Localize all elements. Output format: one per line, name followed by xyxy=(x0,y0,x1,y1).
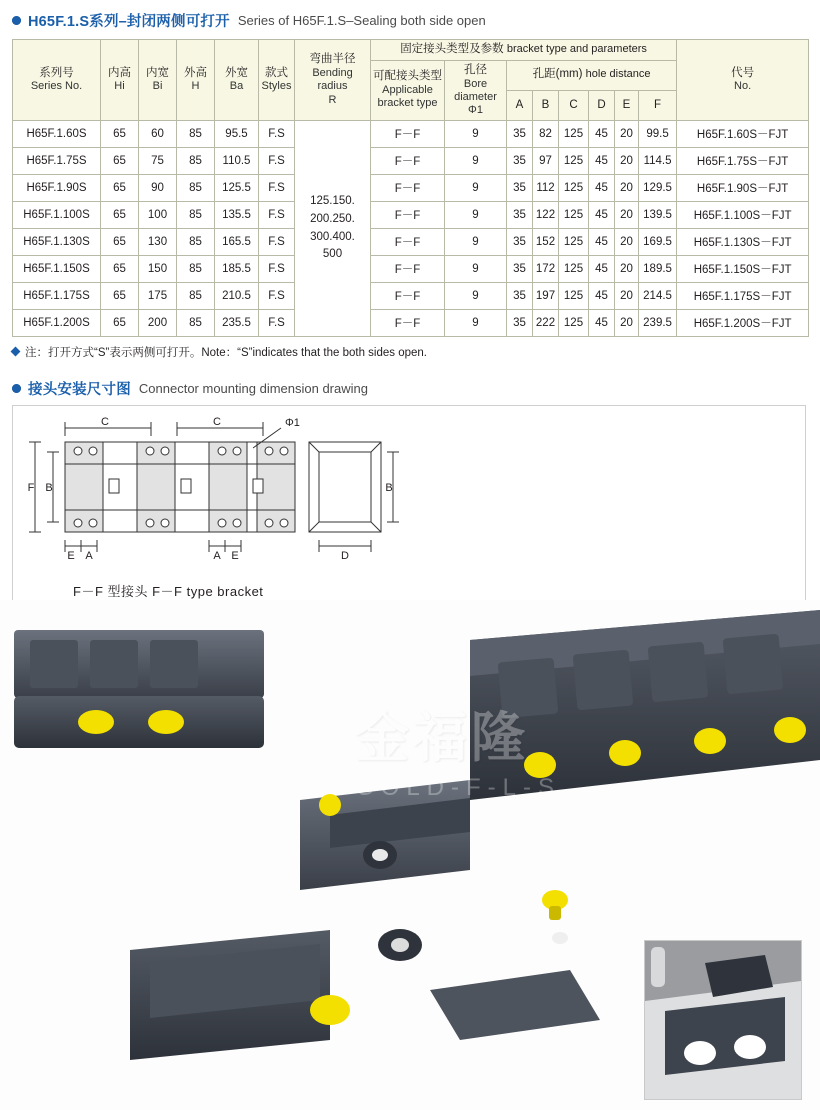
cell-d: 45 xyxy=(589,148,615,175)
cell-hi: 65 xyxy=(101,121,139,148)
cell-hi: 65 xyxy=(101,175,139,202)
cell-h: 85 xyxy=(177,175,215,202)
cell-ba: 95.5 xyxy=(215,121,259,148)
page-title-en: Series of H65F.1.S–Sealing both side open xyxy=(237,13,486,28)
dim-label-e2: E xyxy=(231,550,239,563)
cell-c: 125 xyxy=(559,175,589,202)
cell-d: 45 xyxy=(589,256,615,283)
dim-label-a2: A xyxy=(213,550,221,563)
table-row xyxy=(13,229,809,256)
cell-a: 35 xyxy=(507,202,533,229)
drawing-title-en: Connector mounting dimension drawing xyxy=(138,381,368,397)
cell-bi: 75 xyxy=(139,148,177,175)
cell-bi: 90 xyxy=(139,175,177,202)
cell-f: 189.5 xyxy=(639,256,677,283)
cell-ba: 135.5 xyxy=(215,202,259,229)
drawing-title-cn: 接头安装尺寸图 xyxy=(28,382,131,399)
table-row xyxy=(13,310,809,337)
cell-a: 35 xyxy=(507,283,533,310)
cell-bi: 150 xyxy=(139,256,177,283)
table-row xyxy=(13,175,809,202)
cell-series: H65F.1.100S xyxy=(13,202,101,229)
cell-d: 45 xyxy=(589,310,615,337)
cell-b: 152 xyxy=(533,229,559,256)
dim-label-d: D xyxy=(341,550,349,563)
cell-b: 197 xyxy=(533,283,559,310)
dim-label-c1: C xyxy=(101,416,109,429)
cell-bore: 9 xyxy=(445,310,507,337)
dim-label-e1: E xyxy=(67,550,75,563)
table-row xyxy=(13,202,809,229)
cell-e: 20 xyxy=(615,283,639,310)
cell-code: H65F.1.130S－FJT xyxy=(677,229,809,256)
cell-e: 20 xyxy=(615,148,639,175)
cell-bracket: F－F xyxy=(371,310,445,337)
cell-h: 85 xyxy=(177,121,215,148)
cell-d: 45 xyxy=(589,121,615,148)
cell-bore: 9 xyxy=(445,148,507,175)
cell-f: 139.5 xyxy=(639,202,677,229)
product-photo-area xyxy=(0,600,820,1110)
cell-code: H65F.1.75S－FJT xyxy=(677,148,809,175)
cell-bi: 60 xyxy=(139,121,177,148)
cell-ba: 165.5 xyxy=(215,229,259,256)
cell-b: 82 xyxy=(533,121,559,148)
cell-h: 85 xyxy=(177,202,215,229)
cell-series: H65F.1.175S xyxy=(13,283,101,310)
cell-d: 45 xyxy=(589,175,615,202)
cell-ba: 125.5 xyxy=(215,175,259,202)
cell-bi: 100 xyxy=(139,202,177,229)
cell-bore: 9 xyxy=(445,175,507,202)
cell-series: H65F.1.60S xyxy=(13,121,101,148)
cell-f: 239.5 xyxy=(639,310,677,337)
dimension-drawing xyxy=(12,405,806,612)
cell-ba: 185.5 xyxy=(215,256,259,283)
cell-h: 85 xyxy=(177,256,215,283)
cell-bore: 9 xyxy=(445,121,507,148)
dim-label-b2: B xyxy=(385,482,393,495)
cell-e: 20 xyxy=(615,310,639,337)
cell-a: 35 xyxy=(507,175,533,202)
drawing-section xyxy=(0,374,820,612)
specification-table xyxy=(12,39,809,337)
cell-code: H65F.1.200S－FJT xyxy=(677,310,809,337)
cell-bracket: F－F xyxy=(371,202,445,229)
cell-c: 125 xyxy=(559,310,589,337)
cell-c: 125 xyxy=(559,202,589,229)
cell-bracket: F－F xyxy=(371,283,445,310)
dim-label-f: F xyxy=(27,482,35,495)
th-d: D xyxy=(589,90,615,120)
cell-c: 125 xyxy=(559,283,589,310)
th-bi: 内宽 Bi xyxy=(139,40,177,121)
table-header-row-1 xyxy=(13,40,809,61)
th-e: E xyxy=(615,90,639,120)
th-h: 外高 H xyxy=(177,40,215,121)
cell-e: 20 xyxy=(615,175,639,202)
cell-hi: 65 xyxy=(101,283,139,310)
cell-series: H65F.1.75S xyxy=(13,148,101,175)
th-series: 系列号 Series No. xyxy=(13,40,101,121)
cell-ba: 210.5 xyxy=(215,283,259,310)
note-text: 注：打开方式“S”表示两侧可打开。Note：“S”indicates that the both sides open. xyxy=(25,347,427,360)
cell-d: 45 xyxy=(589,283,615,310)
cell-d: 45 xyxy=(589,229,615,256)
cell-c: 125 xyxy=(559,148,589,175)
th-bending-radius: 弯曲半径 Bending radius R xyxy=(295,40,371,121)
cell-styles: F.S xyxy=(259,202,295,229)
cell-e: 20 xyxy=(615,202,639,229)
watermark-cn: 金福隆 xyxy=(355,706,529,769)
th-code: 代号 No. xyxy=(677,40,809,121)
th-ba: 外宽 Ba xyxy=(215,40,259,121)
cell-c: 125 xyxy=(559,121,589,148)
note-bullet-icon xyxy=(11,347,21,357)
dim-label-a1: A xyxy=(85,550,93,563)
cell-e: 20 xyxy=(615,121,639,148)
cell-code: H65F.1.175S－FJT xyxy=(677,283,809,310)
bullet-icon-2 xyxy=(12,384,21,393)
cell-code: H65F.1.150S－FJT xyxy=(677,256,809,283)
watermark-en: GOLD-F-L-S xyxy=(355,774,562,801)
cell-bore: 9 xyxy=(445,229,507,256)
cell-bracket: F－F xyxy=(371,148,445,175)
cell-series: H65F.1.150S xyxy=(13,256,101,283)
cell-e: 20 xyxy=(615,229,639,256)
cell-a: 35 xyxy=(507,256,533,283)
cell-f: 169.5 xyxy=(639,229,677,256)
cell-hi: 65 xyxy=(101,256,139,283)
cell-bore: 9 xyxy=(445,202,507,229)
th-a: A xyxy=(507,90,533,120)
cell-series: H65F.1.200S xyxy=(13,310,101,337)
cell-bore: 9 xyxy=(445,283,507,310)
cell-a: 35 xyxy=(507,229,533,256)
cell-f: 114.5 xyxy=(639,148,677,175)
th-b: B xyxy=(533,90,559,120)
cell-styles: F.S xyxy=(259,121,295,148)
cell-b: 97 xyxy=(533,148,559,175)
cell-styles: F.S xyxy=(259,310,295,337)
cell-code: H65F.1.90S－FJT xyxy=(677,175,809,202)
table-row xyxy=(13,148,809,175)
cell-hi: 65 xyxy=(101,310,139,337)
cell-bi: 175 xyxy=(139,283,177,310)
cell-ba: 110.5 xyxy=(215,148,259,175)
cell-styles: F.S xyxy=(259,283,295,310)
cell-styles: F.S xyxy=(259,148,295,175)
dim-label-phi: Φ1 xyxy=(285,417,300,430)
cell-a: 35 xyxy=(507,121,533,148)
cell-bracket: F－F xyxy=(371,175,445,202)
th-hi: 内高 Hi xyxy=(101,40,139,121)
cell-h: 85 xyxy=(177,283,215,310)
table-row xyxy=(13,256,809,283)
cell-series: H65F.1.130S xyxy=(13,229,101,256)
table-body xyxy=(13,121,809,337)
cell-bracket: F－F xyxy=(371,121,445,148)
dim-label-b1: B xyxy=(45,482,53,495)
cell-a: 35 xyxy=(507,148,533,175)
cell-b: 112 xyxy=(533,175,559,202)
cell-hi: 65 xyxy=(101,148,139,175)
cell-h: 85 xyxy=(177,148,215,175)
cell-b: 222 xyxy=(533,310,559,337)
cell-c: 125 xyxy=(559,256,589,283)
cell-code: H65F.1.60S－FJT xyxy=(677,121,809,148)
cell-bore: 9 xyxy=(445,256,507,283)
drawing-caption: F－F 型接头 F－F type bracket xyxy=(73,584,264,600)
th-f: F xyxy=(639,90,677,120)
cell-bi: 200 xyxy=(139,310,177,337)
cell-h: 85 xyxy=(177,310,215,337)
cell-hi: 65 xyxy=(101,202,139,229)
cell-d: 45 xyxy=(589,202,615,229)
cell-h: 85 xyxy=(177,229,215,256)
cell-b: 122 xyxy=(533,202,559,229)
bullet-icon xyxy=(12,16,21,25)
cell-styles: F.S xyxy=(259,175,295,202)
inset-photo xyxy=(644,940,802,1100)
cell-series: H65F.1.90S xyxy=(13,175,101,202)
cell-a: 35 xyxy=(507,310,533,337)
table-note xyxy=(12,344,820,360)
cell-styles: F.S xyxy=(259,229,295,256)
cell-e: 20 xyxy=(615,256,639,283)
th-bracket-type: 可配接头类型 Applicable bracket type xyxy=(371,60,445,120)
page-title xyxy=(0,0,820,37)
cell-f: 214.5 xyxy=(639,283,677,310)
th-bore-diameter: 孔径 Bore diameter Φ1 xyxy=(445,60,507,120)
cell-c: 125 xyxy=(559,229,589,256)
cell-ba: 235.5 xyxy=(215,310,259,337)
cell-f: 99.5 xyxy=(639,121,677,148)
th-c: C xyxy=(559,90,589,120)
th-hole-distance: 孔距(mm) hole distance xyxy=(507,60,677,90)
table-row xyxy=(13,121,809,148)
page-title-cn: H65F.1.S系列–封闭两侧可打开 xyxy=(28,14,230,30)
cell-bracket: F－F xyxy=(371,229,445,256)
cell-b: 172 xyxy=(533,256,559,283)
cell-code: H65F.1.100S－FJT xyxy=(677,202,809,229)
cell-bending-radius: 125.150. 200.250. 300.400. 500 xyxy=(295,121,371,337)
dim-label-c2: C xyxy=(213,416,221,429)
table-row xyxy=(13,283,809,310)
th-styles: 款式 Styles xyxy=(259,40,295,121)
cell-bi: 130 xyxy=(139,229,177,256)
th-bracket-group: 固定接头类型及参数 bracket type and parameters xyxy=(371,40,677,61)
cell-bracket: F－F xyxy=(371,256,445,283)
cell-hi: 65 xyxy=(101,229,139,256)
cell-f: 129.5 xyxy=(639,175,677,202)
cell-styles: F.S xyxy=(259,256,295,283)
